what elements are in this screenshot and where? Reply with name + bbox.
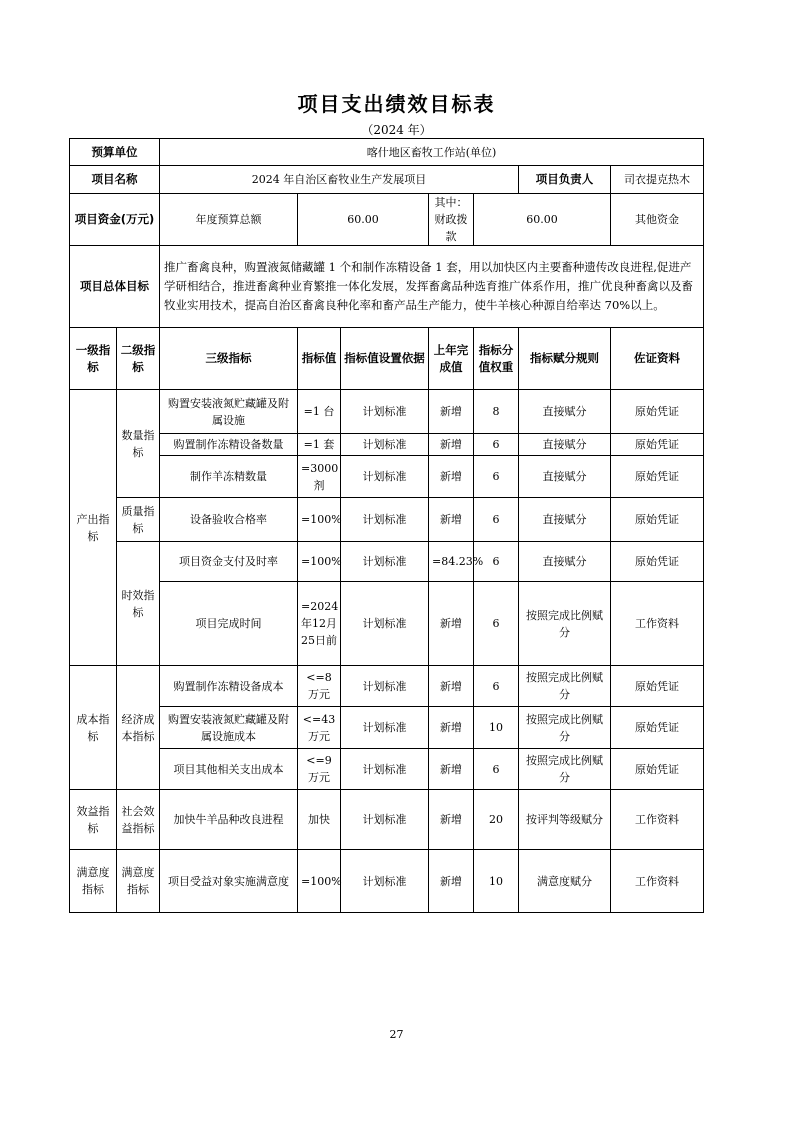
indicator-evidence: 原始凭证: [611, 749, 704, 790]
indicator-prev: 新增: [429, 850, 474, 913]
indicator-basis: 计划标准: [341, 498, 429, 542]
group-satisfaction-sub: 满意度指标: [117, 850, 160, 913]
col-header-level3: 三级指标: [160, 328, 298, 390]
indicator-weight: 8: [474, 390, 519, 434]
indicator-weight: 10: [474, 707, 519, 749]
indicator-weight: 6: [474, 434, 519, 456]
indicator-basis: 计划标准: [341, 666, 429, 707]
col-header-prev: 上年完成值: [429, 328, 474, 390]
goal-label: 项目总体目标: [70, 246, 160, 328]
fiscal-value: 60.00: [474, 194, 611, 246]
indicator-evidence: 工作资料: [611, 850, 704, 913]
indicator-prev: 新增: [429, 582, 474, 666]
indicator-value: 加快: [298, 790, 341, 850]
indicator-basis: 计划标准: [341, 434, 429, 456]
group-economic-cost: 经济成本指标: [117, 666, 160, 790]
indicator-basis: 计划标准: [341, 707, 429, 749]
group-cost: 成本指标: [70, 666, 117, 790]
annual-total-label: 年度预算总额: [160, 194, 298, 246]
indicator-rule: 直接赋分: [519, 542, 611, 582]
indicator-prev: 新增: [429, 749, 474, 790]
indicator-value: =1 台: [298, 390, 341, 434]
budget-unit-label: 预算单位: [70, 139, 160, 166]
group-benefit: 效益指标: [70, 790, 117, 850]
indicator-name: 项目资金支付及时率: [160, 542, 298, 582]
indicator-prev: 新增: [429, 498, 474, 542]
fiscal-label: 其中：财政拨款: [429, 194, 474, 246]
indicator-weight: 20: [474, 790, 519, 850]
indicator-name: 购置制作冻精设备成本: [160, 666, 298, 707]
indicator-rule: 按照完成比例赋分: [519, 666, 611, 707]
indicator-name: 购置安装液氮贮藏罐及附属设施成本: [160, 707, 298, 749]
indicator-rule: 直接赋分: [519, 456, 611, 498]
page-title: 项目支出绩效目标表: [297, 92, 496, 116]
indicator-value: =100%: [298, 850, 341, 913]
col-header-weight: 指标分值权重: [474, 328, 519, 390]
indicator-value: =3000剂: [298, 456, 341, 498]
group-quality: 质量指标: [117, 498, 160, 542]
indicator-evidence: 工作资料: [611, 582, 704, 666]
indicator-weight: 10: [474, 850, 519, 913]
indicator-rule: 直接赋分: [519, 498, 611, 542]
indicator-name: 项目受益对象实施满意度: [160, 850, 298, 913]
indicator-weight: 6: [474, 456, 519, 498]
indicator-evidence: 原始凭证: [611, 456, 704, 498]
indicator-name: 项目完成时间: [160, 582, 298, 666]
indicator-rule: 按照完成比例赋分: [519, 582, 611, 666]
indicator-basis: 计划标准: [341, 542, 429, 582]
indicator-rule: 按照完成比例赋分: [519, 707, 611, 749]
indicator-value: =2024年12月25日前: [298, 582, 341, 666]
year-label: （2024 年）: [361, 123, 432, 137]
indicator-basis: 计划标准: [341, 582, 429, 666]
col-header-evidence: 佐证资料: [611, 328, 704, 390]
indicator-basis: 计划标准: [341, 456, 429, 498]
indicator-name: 购置制作冻精设备数量: [160, 434, 298, 456]
performance-table: [69, 138, 704, 913]
col-header-level2: 二级指标: [117, 328, 160, 390]
indicator-evidence: 原始凭证: [611, 542, 704, 582]
indicator-prev: 新增: [429, 456, 474, 498]
indicator-weight: 6: [474, 498, 519, 542]
indicator-rule: 直接赋分: [519, 390, 611, 434]
indicator-name: 购置安装液氮贮藏罐及附属设施: [160, 390, 298, 434]
group-quantity: 数量指标: [117, 390, 160, 498]
indicator-basis: 计划标准: [341, 749, 429, 790]
project-lead-value: 司衣提克热木: [611, 166, 704, 194]
indicator-prev: 新增: [429, 434, 474, 456]
indicator-value: =100%: [298, 542, 341, 582]
indicator-evidence: 原始凭证: [611, 666, 704, 707]
indicator-name: 项目其他相关支出成本: [160, 749, 298, 790]
indicator-rule: 按评判等级赋分: [519, 790, 611, 850]
col-header-level1: 一级指标: [70, 328, 117, 390]
indicator-basis: 计划标准: [341, 790, 429, 850]
indicator-evidence: 原始凭证: [611, 707, 704, 749]
budget-unit-value: 喀什地区畜牧工作站(单位): [160, 139, 704, 166]
indicator-rule: 按照完成比例赋分: [519, 749, 611, 790]
indicator-value: =1 套: [298, 434, 341, 456]
other-funds-label: 其他资金: [611, 194, 704, 246]
indicator-value: <=8万元: [298, 666, 341, 707]
indicator-value: =100%: [298, 498, 341, 542]
indicator-value: <=9万元: [298, 749, 341, 790]
indicator-rule: 直接赋分: [519, 434, 611, 456]
group-social-benefit: 社会效益指标: [117, 790, 160, 850]
indicator-name: 加快牛羊品种改良进程: [160, 790, 298, 850]
indicator-evidence: 原始凭证: [611, 498, 704, 542]
indicator-weight: 6: [474, 582, 519, 666]
indicator-prev: 新增: [429, 390, 474, 434]
project-lead-label: 项目负责人: [519, 166, 611, 194]
indicator-basis: 计划标准: [341, 850, 429, 913]
group-output: 产出指标: [70, 390, 117, 666]
funds-label: 项目资金(万元): [70, 194, 160, 246]
indicator-evidence: 原始凭证: [611, 434, 704, 456]
indicator-evidence: 原始凭证: [611, 390, 704, 434]
indicator-basis: 计划标准: [341, 390, 429, 434]
indicator-weight: 6: [474, 666, 519, 707]
indicator-name: 设备验收合格率: [160, 498, 298, 542]
indicator-prev: =84.23%: [429, 542, 474, 582]
indicator-value: <=43万元: [298, 707, 341, 749]
indicator-weight: 6: [474, 542, 519, 582]
indicator-rule: 满意度赋分: [519, 850, 611, 913]
goal-text: 推广畜禽良种，购置液氮储藏罐 1 个和制作冻精设备 1 套，用以加快区内主要畜种遗传改良进程,促进产学研相结合，推进畜禽种业育繁推一体化发展，发挥畜禽品种选育推广体系作用，推广优良种畜禽以及畜牧业实用技术，提高自治区畜禽良种化率和畜产品生产能力，使牛羊核心种源自给率达 70%以上。: [160, 246, 704, 328]
group-timeliness: 时效指标: [117, 542, 160, 666]
indicator-prev: 新增: [429, 790, 474, 850]
annual-total-value: 60.00: [298, 194, 429, 246]
project-name-label: 项目名称: [70, 166, 160, 194]
col-header-value: 指标值: [298, 328, 341, 390]
project-name-value: 2024 年自治区畜牧业生产发展项目: [160, 166, 519, 194]
page-number: 27: [389, 1028, 404, 1041]
group-satisfaction: 满意度指标: [70, 850, 117, 913]
indicator-evidence: 工作资料: [611, 790, 704, 850]
col-header-rule: 指标赋分规则: [519, 328, 611, 390]
indicator-prev: 新增: [429, 666, 474, 707]
col-header-basis: 指标值设置依据: [341, 328, 429, 390]
indicator-prev: 新增: [429, 707, 474, 749]
indicator-weight: 6: [474, 749, 519, 790]
indicator-name: 制作羊冻精数量: [160, 456, 298, 498]
